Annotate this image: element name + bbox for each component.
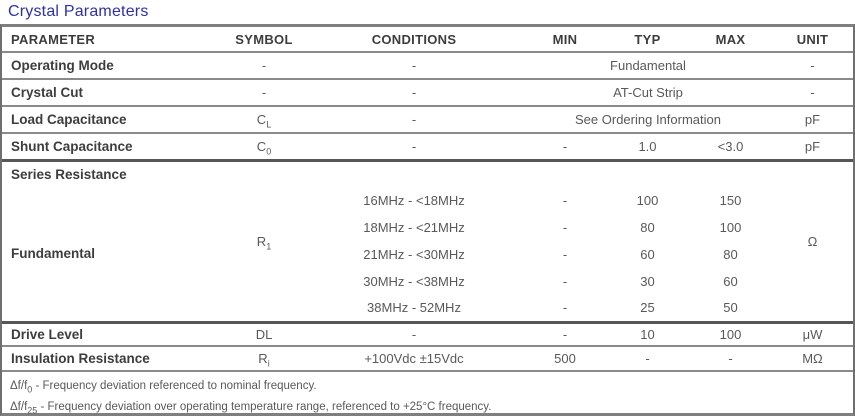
row-insulation-resistance (2, 346, 853, 370)
max-cell: - (689, 346, 772, 370)
crystal-parameters-table (2, 27, 853, 370)
symbol-cell: $C_0$ (224, 133, 304, 160)
typ-cell: 80 (640, 220, 655, 235)
symbol-cell: $C_L$ (224, 106, 304, 133)
symbol-cell: DL (224, 322, 304, 346)
value-span-cell: AT-Cut Strip (524, 79, 772, 106)
column-header-symbol: SYMBOL (235, 31, 293, 47)
typ-cell: 25 (640, 300, 655, 316)
max-cell: 50 (723, 300, 738, 316)
typ-cell (606, 160, 689, 187)
value-span-cell: See Ordering Information (524, 106, 772, 133)
typ-cell: 10 (606, 322, 689, 346)
conditions-cell: - (304, 322, 524, 346)
column-header-conditions: CONDITIONS (371, 31, 457, 47)
unit-cell: pF (772, 133, 853, 160)
conditions-cell: +100Vdc ±15Vdc (304, 346, 524, 370)
max-cell: <3.0 (689, 133, 772, 160)
column-header-typ: TYP (634, 31, 661, 47)
typ-cell: 60 (640, 247, 655, 262)
param-cell: Fundamental (11, 246, 96, 262)
footnote-temperature-range: $\Delta f/f_{25}$ - Frequency deviation over operating temperature range, referenced to +25°C frequency. (10, 401, 492, 416)
min-cell: 500 (524, 346, 606, 370)
conditions-cell (304, 160, 524, 187)
conditions-cell: 21MHz - <30MHz (363, 247, 465, 262)
conditions-cell: - (304, 133, 524, 160)
min-cell: - (562, 274, 568, 289)
conditions-cell: 30MHz - <38MHz (363, 274, 465, 289)
header-row (2, 27, 853, 52)
min-cell: - (562, 247, 568, 262)
row-crystal-cut (2, 79, 853, 106)
typ-cell: 1.0 (606, 133, 689, 160)
min-cell: - (524, 322, 606, 346)
row-shunt-capacitance (2, 133, 853, 160)
unit-cell: MΩ (772, 346, 853, 370)
conditions-cell: 18MHz - <21MHz (363, 220, 465, 235)
row-load-capacitance (2, 106, 853, 133)
symbol-cell: $R_1$ (224, 160, 304, 322)
column-header-parameter: PARAMETER (11, 31, 96, 47)
conditions-cell: - (304, 52, 524, 79)
table-frame (0, 24, 855, 416)
max-cell: 100 (689, 322, 772, 346)
unit-cell: - (772, 79, 853, 106)
min-cell: - (562, 220, 568, 235)
param-cell: Series Resistance (2, 160, 224, 187)
symbol-cell: $R_i$ (224, 346, 304, 370)
param-cell: Load Capacitance (2, 106, 224, 133)
conditions-cell: - (304, 106, 524, 133)
row-operating-mode (2, 52, 853, 79)
param-cell: Operating Mode (2, 52, 224, 79)
conditions-cell: 38MHz - 52MHz (367, 300, 461, 316)
param-cell: Insulation Resistance (2, 346, 224, 370)
symbol-cell: - (224, 52, 304, 79)
page-title: Crystal Parameters (8, 3, 149, 20)
row-fundamental-16mhz (2, 187, 853, 214)
unit-cell: Ω (772, 160, 853, 322)
conditions-cell: 16MHz - <18MHz (363, 193, 465, 208)
column-header-unit: UNIT (796, 31, 829, 47)
max-cell: 80 (723, 247, 738, 262)
max-cell: 100 (719, 220, 742, 235)
typ-cell: 100 (636, 193, 659, 208)
conditions-cell: - (304, 79, 524, 106)
footnotes (2, 370, 853, 419)
unit-cell: pF (772, 106, 853, 133)
min-cell: - (524, 133, 606, 160)
max-cell (689, 160, 772, 187)
footnote-nominal-frequency: $\Delta f/f_0$ - Frequency deviation referenced to nominal frequency. (10, 380, 317, 395)
min-cell (524, 160, 606, 187)
unit-cell: - (772, 52, 853, 79)
value-span-cell: Fundamental (524, 52, 772, 79)
param-cell: Crystal Cut (2, 79, 224, 106)
param-cell: Shunt Capacitance (2, 133, 224, 160)
min-cell: - (562, 300, 568, 316)
unit-cell: μW (772, 322, 853, 346)
typ-cell: - (606, 346, 689, 370)
column-header-max: MAX (715, 31, 746, 47)
max-cell: 60 (723, 274, 738, 289)
column-header-min: MIN (552, 31, 578, 47)
row-drive-level (2, 322, 853, 346)
typ-cell: 30 (640, 274, 655, 289)
row-series-resistance (2, 160, 853, 187)
max-cell: 150 (719, 193, 742, 208)
min-cell: - (562, 193, 568, 208)
param-cell: Drive Level (2, 322, 224, 346)
symbol-cell: - (224, 79, 304, 106)
